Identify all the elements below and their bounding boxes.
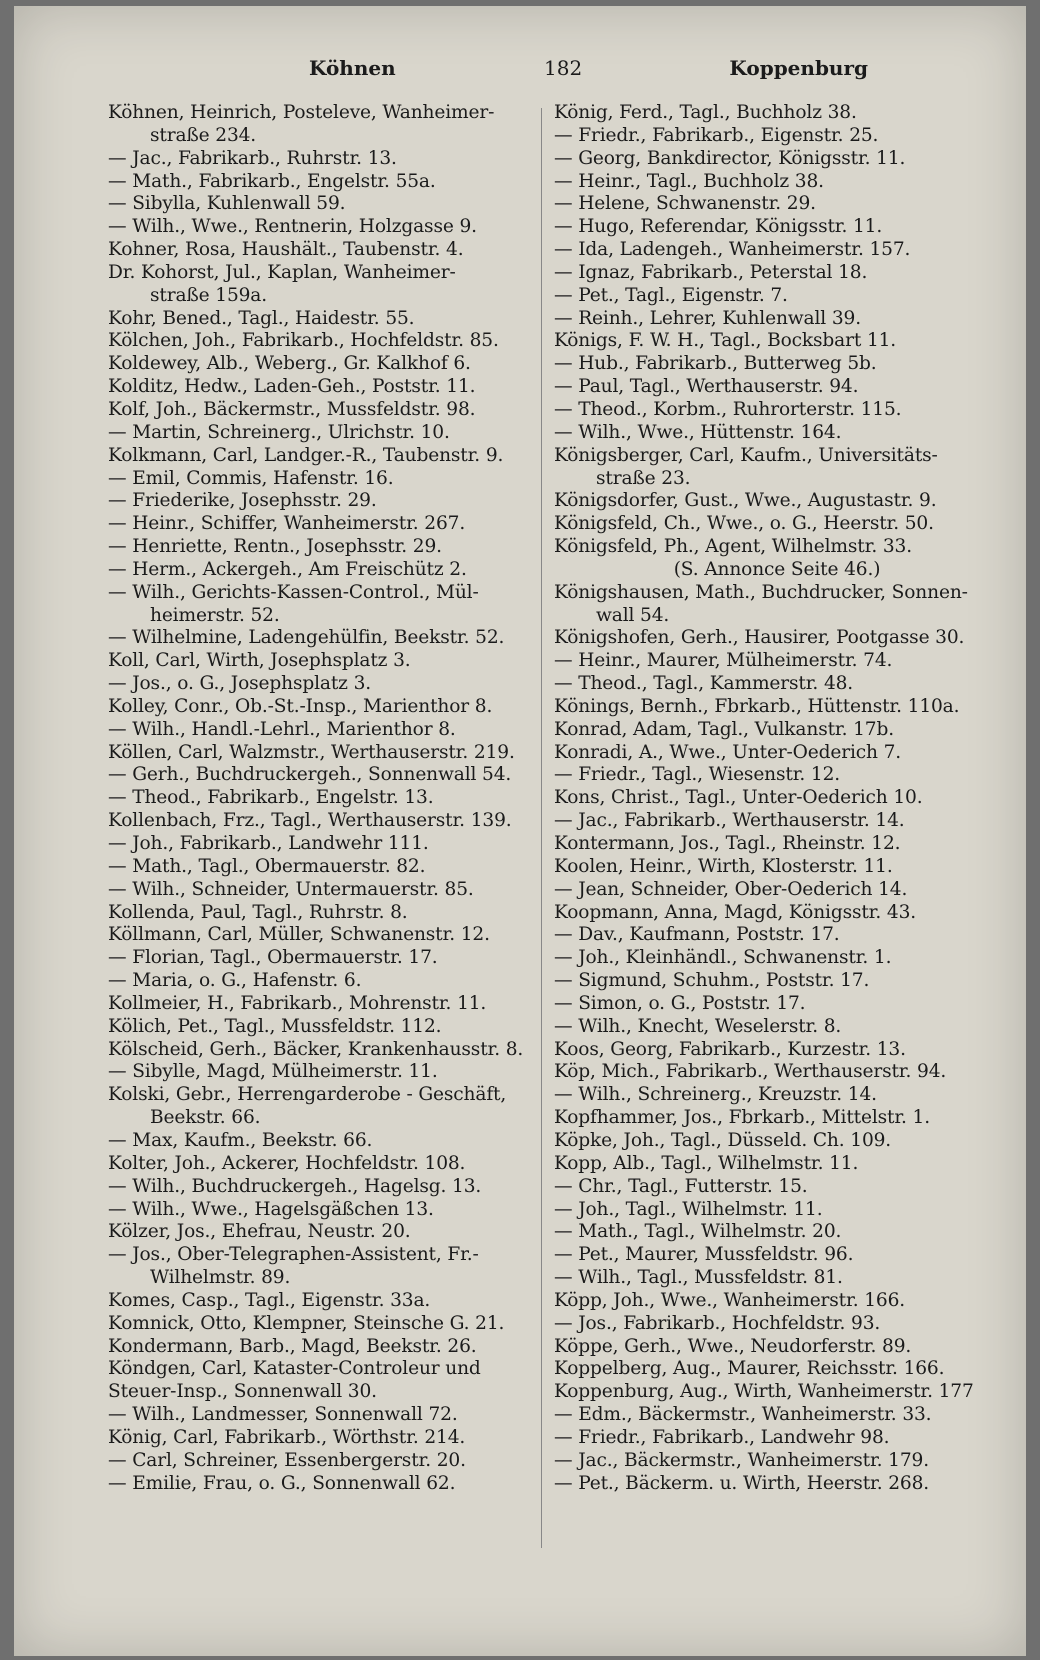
- directory-line: — Jac., Fabrikarb., Ruhrstr. 13.: [108, 147, 397, 169]
- directory-line: König, Carl, Fabrikarb., Wörthstr. 214.: [108, 1426, 466, 1448]
- directory-line: heimerstr. 52.: [150, 604, 280, 626]
- directory-line: — Wilh., Gerichts-Kassen-Control., Mül-: [108, 581, 479, 603]
- directory-line: — Joh., Fabrikarb., Landwehr 111.: [108, 833, 429, 854]
- directory-line: — Martin, Schreinerg., Ulrichstr. 10.: [108, 421, 450, 443]
- directory-line: Kolditz, Hedw., Laden-Geh., Poststr. 11.: [108, 376, 476, 398]
- directory-line: Königsberger, Carl, Kaufm., Universitäts-: [554, 444, 938, 466]
- directory-line: Köppe, Gerh., Wwe., Neudorferstr. 89.: [554, 1335, 912, 1357]
- directory-line: — Joh., Tagl., Wilhelmstr. 11.: [554, 1198, 823, 1220]
- directory-line: — Wilh., Wwe., Hüttenstr. 164.: [554, 421, 842, 443]
- directory-line: — Sibylle, Magd, Mülheimerstr. 11.: [108, 1061, 438, 1083]
- directory-line: Koopmann, Anna, Magd, Königsstr. 43.: [554, 901, 917, 923]
- directory-line: — Theod., Tagl., Kammerstr. 48.: [554, 673, 854, 695]
- directory-line: — Joh., Kleinhändl., Schwanenstr. 1.: [554, 947, 892, 969]
- directory-line: Kölich, Pet., Tagl., Mussfeldstr. 112.: [108, 1015, 442, 1037]
- directory-line: — Paul, Tagl., Werthauserstr. 94.: [554, 376, 859, 398]
- directory-line: — Jos., Ober-Telegraphen-Assistent, Fr.-: [108, 1244, 479, 1266]
- directory-line: Kopfhammer, Jos., Fbrkarb., Mittelstr. 1.: [554, 1107, 931, 1129]
- directory-line: Köpke, Joh., Tagl., Düsseld. Ch. 109.: [554, 1129, 892, 1151]
- directory-line: Konrad, Adam, Tagl., Vulkanstr. 17b.: [554, 718, 894, 740]
- directory-line: — Wilh., Handl.-Lehrl., Marienthor 8.: [108, 718, 456, 740]
- directory-line: — Wilh., Buchdruckergeh., Hagelsg. 13.: [108, 1175, 482, 1197]
- directory-line: Königshofen, Gerh., Hausirer, Pootgasse 30.: [554, 627, 965, 649]
- directory-line: Kolley, Conr., Ob.-St.-Insp., Marienthor 8.: [108, 695, 493, 717]
- directory-page: [14, 6, 1026, 1656]
- directory-line: Kohner, Rosa, Haushält., Taubenstr. 4.: [108, 239, 464, 261]
- directory-line: Kollmeier, H., Fabrikarb., Mohrenstr. 11.: [108, 992, 487, 1014]
- directory-line: Kohr, Bened., Tagl., Haidestr. 55.: [108, 307, 415, 329]
- directory-line: Kollenda, Paul, Tagl., Ruhrstr. 8.: [108, 901, 408, 923]
- directory-line: — Pet., Maurer, Mussfeldstr. 96.: [554, 1244, 854, 1266]
- directory-line: — Heinr., Tagl., Buchholz 38.: [554, 170, 824, 192]
- directory-line: Königshausen, Math., Buchdrucker, Sonnen-: [554, 581, 968, 603]
- directory-line: Koolen, Heinr., Wirth, Klosterstr. 11.: [554, 855, 893, 877]
- directory-line: — Wilh., Schreinerg., Kreuzstr. 14.: [554, 1084, 877, 1106]
- directory-line: — Sigmund, Schuhm., Poststr. 17.: [554, 970, 870, 992]
- directory-line: — Chr., Tagl., Futterstr. 15.: [554, 1175, 808, 1197]
- directory-line: — Wilh., Landmesser, Sonnenwall 72.: [108, 1404, 458, 1426]
- directory-line: — Friedr., Fabrikarb., Eigenstr. 25.: [554, 124, 879, 146]
- directory-line: Königsfeld, Ch., Wwe., o. G., Heerstr. 50.: [554, 513, 934, 535]
- directory-line: Kollenbach, Frz., Tagl., Werthauserstr. 139.: [108, 810, 512, 832]
- directory-line: Königsfeld, Ph., Agent, Wilhelmstr. 33.: [554, 536, 912, 558]
- directory-line: Koldewey, Alb., Weberg., Gr. Kalkhof 6.: [108, 353, 471, 375]
- directory-line: — Jac., Bäckermstr., Wanheimerstr. 179.: [554, 1449, 929, 1471]
- directory-line: — Emil, Commis, Hafenstr. 16.: [108, 467, 394, 489]
- directory-line: Koll, Carl, Wirth, Josephsplatz 3.: [108, 650, 411, 672]
- directory-line: — Jos., o. G., Josephsplatz 3.: [108, 673, 372, 695]
- directory-line: — Florian, Tagl., Obermauerstr. 17.: [108, 947, 438, 969]
- directory-line: — Hugo, Referendar, Königsstr. 11.: [554, 216, 883, 238]
- directory-line: Kopp, Alb., Tagl., Wilhelmstr. 11.: [554, 1152, 859, 1174]
- directory-line: Kölzer, Jos., Ehefrau, Neustr. 20.: [108, 1221, 411, 1243]
- header-right-keyword: Koppenburg: [729, 56, 868, 80]
- directory-line: Köp, Mich., Fabrikarb., Werthauserstr. 94.: [554, 1061, 947, 1083]
- directory-line: — Simon, o. G., Poststr. 17.: [554, 992, 806, 1014]
- directory-line: — Hub., Fabrikarb., Butterweg 5b.: [554, 353, 877, 375]
- directory-line: Komes, Casp., Tagl., Eigenstr. 33a.: [108, 1289, 431, 1311]
- directory-line: — Math., Tagl., Obermauerstr. 82.: [108, 855, 426, 877]
- directory-line: Koos, Georg, Fabrikarb., Kurzestr. 13.: [554, 1038, 906, 1060]
- directory-line: — Gerh., Buchdruckergeh., Sonnenwall 54.: [108, 764, 512, 786]
- directory-line: — Wilh., Wwe., Hagelsgäßchen 13.: [108, 1198, 434, 1220]
- directory-line: Steuer-Insp., Sonnenwall 30.: [108, 1381, 377, 1403]
- directory-line: straße 23.: [596, 467, 691, 489]
- directory-line: straße 234.: [150, 124, 257, 146]
- directory-line: Koppelberg, Aug., Maurer, Reichsstr. 166.: [554, 1358, 945, 1380]
- left-column: [108, 102, 532, 1495]
- directory-line: — Edm., Bäckermstr., Wanheimerstr. 33.: [554, 1404, 932, 1426]
- directory-line: — Math., Fabrikarb., Engelstr. 55a.: [108, 170, 436, 192]
- directory-line: — Heinr., Schiffer, Wanheimerstr. 267.: [108, 513, 466, 535]
- directory-line: Kolter, Joh., Ackerer, Hochfeldstr. 108.: [108, 1152, 466, 1174]
- directory-line: — Math., Tagl., Wilhelmstr. 20.: [554, 1221, 842, 1243]
- directory-line: Köpp, Joh., Wwe., Wanheimerstr. 166.: [554, 1289, 906, 1311]
- column-divider: [541, 108, 542, 1548]
- directory-line: — Carl, Schreiner, Essenbergerstr. 20.: [108, 1449, 466, 1471]
- directory-line: — Jean, Schneider, Ober-Oederich 14.: [554, 878, 908, 900]
- page-header: [94, 56, 998, 92]
- directory-line: — Friedr., Tagl., Wiesenstr. 12.: [554, 764, 841, 786]
- directory-line: — Pet., Bäckerm. u. Wirth, Heerstr. 268.: [554, 1472, 930, 1494]
- page-number: 182: [544, 56, 583, 80]
- directory-line: — Jos., Fabrikarb., Hochfeldstr. 93.: [554, 1312, 881, 1334]
- directory-line: — Theod., Korbm., Ruhrorterstr. 115.: [554, 398, 902, 420]
- directory-line: — Pet., Tagl., Eigenstr. 7.: [554, 284, 788, 306]
- directory-line: Komnick, Otto, Klempner, Steinsche G. 21.: [108, 1312, 505, 1334]
- directory-line: — Wilh., Tagl., Mussfeldstr. 81.: [554, 1267, 843, 1289]
- directory-line: — Friedr., Fabrikarb., Landwehr 98.: [554, 1426, 890, 1448]
- directory-line: — Jac., Fabrikarb., Werthauserstr. 14.: [554, 810, 905, 832]
- directory-line: Köllmann, Carl, Müller, Schwanenstr. 12.: [108, 924, 490, 946]
- directory-line: Kolf, Joh., Bäckermstr., Mussfeldstr. 98.: [108, 398, 476, 420]
- directory-line: Kölscheid, Gerh., Bäcker, Krankenhausstr. 8.: [108, 1038, 524, 1060]
- directory-line: Dr. Kohorst, Jul., Kaplan, Wanheimer-: [108, 261, 456, 283]
- directory-line: — Wilh., Wwe., Rentnerin, Holzgasse 9.: [108, 216, 477, 238]
- directory-line: Köllen, Carl, Walzmstr., Werthauserstr. 219.: [108, 741, 515, 763]
- directory-line: — Georg, Bankdirector, Königsstr. 11.: [554, 147, 906, 169]
- directory-line: — Wilh., Schneider, Untermauerstr. 85.: [108, 878, 474, 900]
- directory-line: Koppenburg, Aug., Wirth, Wanheimerstr. 177: [554, 1381, 974, 1403]
- directory-line: — Friederike, Josephsstr. 29.: [108, 490, 377, 512]
- directory-line: wall 54.: [596, 604, 670, 626]
- directory-line: — Wilh., Knecht, Weselerstr. 8.: [554, 1015, 842, 1037]
- directory-line: — Helene, Schwanenstr. 29.: [554, 193, 816, 215]
- directory-line: — Ignaz, Fabrikarb., Peterstal 18.: [554, 261, 868, 283]
- header-left-keyword: Köhnen: [309, 56, 396, 80]
- directory-line: — Emilie, Frau, o. G., Sonnenwall 62.: [108, 1472, 456, 1494]
- directory-line: Köndgen, Carl, Kataster-Controleur und: [108, 1358, 481, 1380]
- directory-line: — Maria, o. G., Hafenstr. 6.: [108, 970, 362, 992]
- directory-line: König, Ferd., Tagl., Buchholz 38.: [554, 102, 857, 123]
- directory-line: Kontermann, Jos., Tagl., Rheinstr. 12.: [554, 833, 901, 854]
- directory-line: Konradi, A., Wwe., Unter-Oederich 7.: [554, 741, 902, 763]
- directory-line: Beekstr. 66.: [150, 1107, 261, 1129]
- directory-line: — Herm., Ackergeh., Am Freischütz 2.: [108, 558, 467, 580]
- directory-line: Königs, F. W. H., Tagl., Bocksbart 11.: [554, 330, 897, 352]
- directory-line: — Sibylla, Kuhlenwall 59.: [108, 193, 346, 215]
- directory-line: Wilhelmstr. 89.: [150, 1267, 291, 1289]
- directory-line: — Wilhelmine, Ladengehülfin, Beekstr. 52.: [108, 627, 505, 649]
- directory-line: Kons, Christ., Tagl., Unter-Oederich 10.: [554, 787, 923, 809]
- directory-line: Kondermann, Barb., Magd, Beekstr. 26.: [108, 1335, 477, 1357]
- directory-line: Köhnen, Heinrich, Posteleve, Wanheimer-: [108, 102, 495, 123]
- directory-line: straße 159a.: [150, 284, 268, 306]
- directory-line: — Ida, Ladengeh., Wanheimerstr. 157.: [554, 239, 911, 261]
- directory-line: Königsdorfer, Gust., Wwe., Augustastr. 9.: [554, 490, 937, 512]
- directory-line: — Reinh., Lehrer, Kuhlenwall 39.: [554, 307, 861, 329]
- directory-line: — Dav., Kaufmann, Poststr. 17.: [554, 924, 840, 946]
- directory-line: Könings, Bernh., Fbrkarb., Hüttenstr. 110a.: [554, 695, 960, 717]
- directory-line: — Henriette, Rentn., Josephsstr. 29.: [108, 536, 442, 558]
- directory-line: (S. Annonce Seite 46.): [673, 558, 881, 580]
- directory-line: — Max, Kaufm., Beekstr. 66.: [108, 1129, 373, 1151]
- directory-line: Kolski, Gebr., Herrengarderobe - Geschäft,: [108, 1084, 507, 1106]
- right-column: [554, 102, 1000, 1495]
- directory-line: Kölchen, Joh., Fabrikarb., Hochfeldstr. 85.: [108, 330, 499, 352]
- directory-line: — Heinr., Maurer, Mülheimerstr. 74.: [554, 650, 893, 672]
- directory-line: Kolkmann, Carl, Landger.-R., Taubenstr. 9.: [108, 444, 504, 466]
- directory-line: — Theod., Fabrikarb., Engelstr. 13.: [108, 787, 434, 809]
